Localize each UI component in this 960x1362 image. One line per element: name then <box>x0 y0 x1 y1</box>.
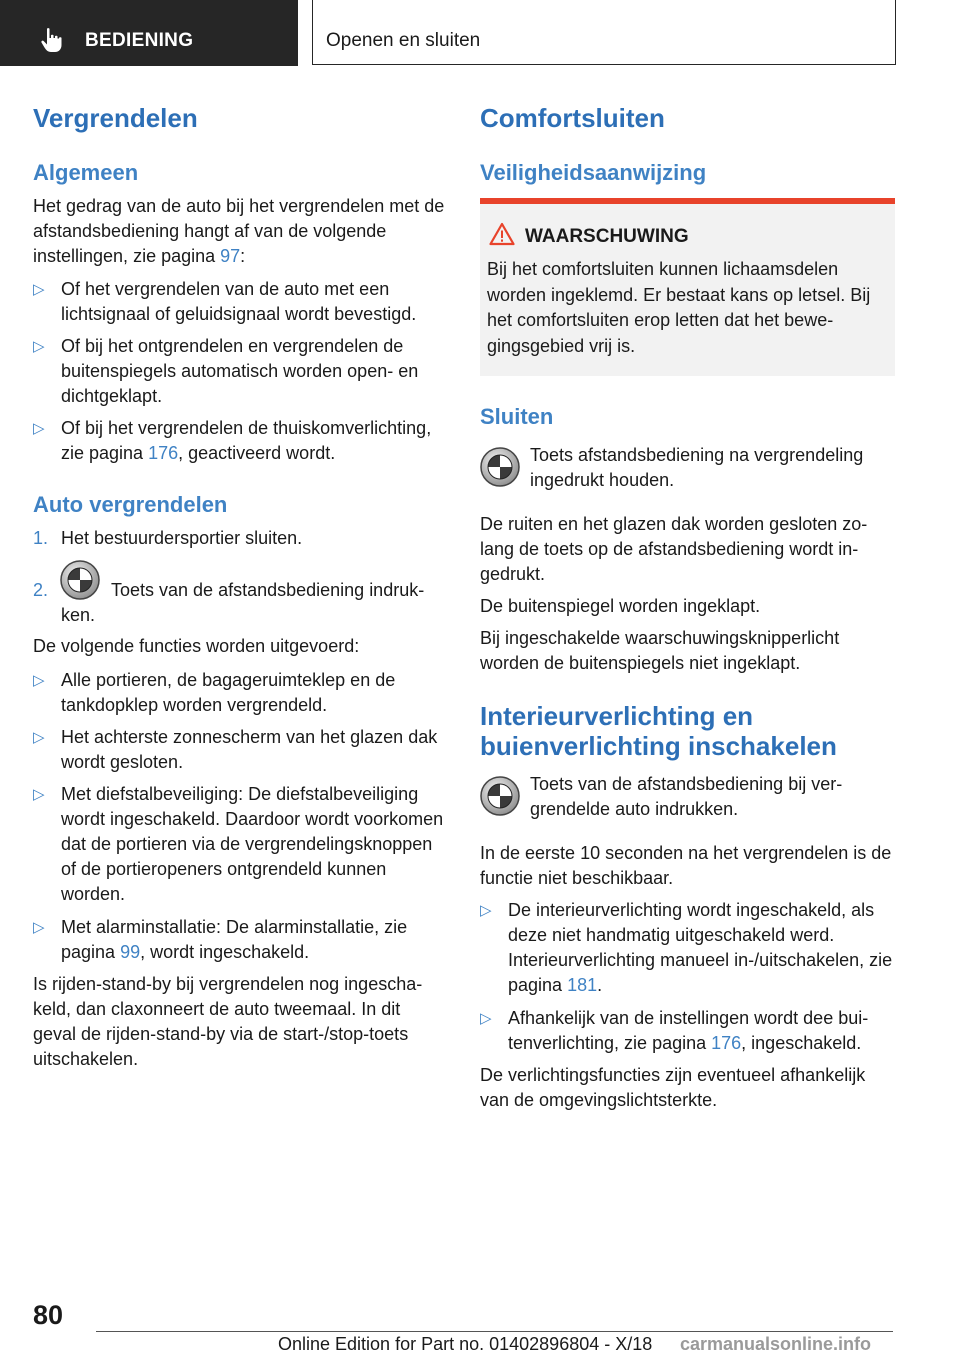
sluiten-paragraph-1: De ruiten en het glazen dak worden gesloten zolang de toets op de afstandsbediening wordt ingedrukt. <box>480 514 868 584</box>
page-link-176[interactable]: 176 <box>148 443 179 463</box>
footer-rule <box>96 1331 893 1332</box>
page-link-97[interactable]: 97 <box>220 246 241 266</box>
functions-intro: De volgende functies worden uitgevoerd: <box>33 636 360 656</box>
warning-title: WAARSCHUWING <box>525 226 689 247</box>
triangle-bullet-icon: ▷ <box>33 420 45 437</box>
list-item-text-b: , geactiveerd wordt. <box>178 443 336 463</box>
list-item-text: Met diefstalbeveiliging: De diefstalbeveiliging wordt ingeschakeld. Daardoor wordt voorkomen dat de portieren via de vergrendelingsknoppen of de portieropeners ontgrendeld kunnen worden. <box>61 784 444 904</box>
list-item-text <box>61 915 448 965</box>
triangle-bullet-icon: ▷ <box>480 1010 492 1027</box>
list-item-text-a: Met alarminstallatie: De alarminstallatie, zie pagina <box>61 917 408 962</box>
watermark: carmanualsonline.info <box>680 1334 872 1354</box>
list-item-text-b: , ingeschakeld. <box>741 1033 862 1053</box>
step-number: 1. <box>33 528 49 548</box>
list-item-text: Of bij het ontgrendelen en vergrendelen de buitenspiegels automatisch worden open- en dichtgeklapt. <box>61 336 419 406</box>
step-text: Het bestuurdersportier sluiten. <box>61 528 303 548</box>
closing-paragraph: Is rijden-stand-by bij vergrendelen nog ingeschakeld, dan claxonneert de auto tweemaal. In dit geval de rijden-stand-by via de start-/stop-toets uitschakelen. <box>33 974 423 1069</box>
warning-body: Bij het comfortsluiten kunnen lichaamsdelen worden ingeklemd. Er bestaat kans op letsel. Bij het comfortsluiten erop letten dat het bewegingsgebied vrij is. <box>487 259 871 356</box>
list-item-text-a: De interieurverlichting wordt ingeschakeld, als deze niet handmatig uitgeschakeld werd. Interieurverlichting manueel in-/uitschakelen, zie pagina <box>508 900 893 995</box>
triangle-bullet-icon: ▷ <box>480 902 492 919</box>
sluiten-key-instruction: Toets afstandsbediening na vergrendeling ingedrukt houden. <box>530 445 864 490</box>
hand-pointer-icon <box>40 27 64 53</box>
interieur-key-instruction: Toets van de afstandsbediening bij vergrendelde auto indrukken. <box>530 774 843 819</box>
heading-auto-vergrendelen: Auto vergrendelen <box>33 492 228 517</box>
list-item-text: Of het vergrendelen van de auto met een lichtsignaal of geluidsignaal wordt bevestigd. <box>61 279 417 324</box>
triangle-bullet-icon: ▷ <box>33 281 45 298</box>
sluiten-paragraph-3: Bij ingeschakelde waarschuwingsknipperlicht worden de buitenspiegels niet ingeklapt. <box>480 628 840 673</box>
heading-interieurverlichting: Interieurverlichting en buienverlichting inschakelen <box>480 701 837 761</box>
page-number: 80 <box>33 1300 64 1330</box>
intro-text: Het gedrag van de auto bij het vergrendelen met de afstandsbediening hangt af van de volgende instellingen, zie pagina <box>33 196 445 266</box>
triangle-bullet-icon: ▷ <box>33 729 45 746</box>
page-header <box>0 0 960 66</box>
list-item-text-a: Afhankelijk van de instellingen wordt dee buitenverlichting, zie pagina <box>508 1008 869 1053</box>
list-item-text <box>508 898 895 998</box>
footer-edition: Online Edition for Part no. 01402896804 - X/18 <box>278 1334 653 1354</box>
heading-sluiten: Sluiten <box>480 404 554 429</box>
triangle-bullet-icon: ▷ <box>33 338 45 355</box>
interieur-paragraph-2: De verlichtingsfuncties zijn eventueel afhankelijk van de omgevingslichtsterkte. <box>480 1065 866 1110</box>
warning-triangle-icon <box>489 222 515 246</box>
list-item-text: Het achterste zonnescherm van het glazen dak wordt gesloten. <box>61 727 438 772</box>
page-link-99[interactable]: 99 <box>120 942 141 962</box>
warning-bar <box>480 198 895 204</box>
sluiten-paragraph-2: De buitenspiegel worden ingeklapt. <box>480 596 761 616</box>
intro-paragraph <box>33 194 448 269</box>
section-tab <box>0 0 298 66</box>
list-item-text-b: . <box>597 975 603 995</box>
heading-comfortsluiten: Comfortsluiten <box>480 103 665 133</box>
chapter-label: Openen en sluiten <box>326 30 481 51</box>
intro-text-end: : <box>240 246 246 266</box>
heading-algemeen: Algemeen <box>33 160 139 185</box>
remote-key-icon <box>480 447 520 487</box>
warning-box <box>480 198 895 376</box>
page-link-176[interactable]: 176 <box>711 1033 742 1053</box>
list-item-text: Alle portieren, de bagageruimteklep en de tankdopklep worden vergrendeld. <box>61 670 396 715</box>
page-link-181[interactable]: 181 <box>567 975 598 995</box>
triangle-bullet-icon: ▷ <box>33 672 45 689</box>
triangle-bullet-icon: ▷ <box>33 786 45 803</box>
step-number: 2. <box>33 580 49 600</box>
list-item-text-b: , wordt ingeschakeld. <box>140 942 310 962</box>
interieur-paragraph-1: In de eerste 10 seconden na het vergrendelen is de functie niet beschikbaar. <box>480 843 892 888</box>
triangle-bullet-icon: ▷ <box>33 919 45 936</box>
list-item-text <box>61 416 448 466</box>
step-text: Toets van de afstandsbediening indrukken. <box>61 580 425 625</box>
list-item-text <box>508 1006 895 1056</box>
list-item-text-a: Of bij het vergrendelen de thuiskomverlichting, zie pagina <box>61 418 432 463</box>
remote-key-icon <box>480 776 520 816</box>
heading-veiligheidsaanwijzing: Veiligheidsaanwijzing <box>480 160 707 185</box>
section-label: BEDIENING <box>85 30 194 51</box>
chapter-tab <box>312 0 896 65</box>
heading-vergrendelen: Vergrendelen <box>33 103 198 133</box>
